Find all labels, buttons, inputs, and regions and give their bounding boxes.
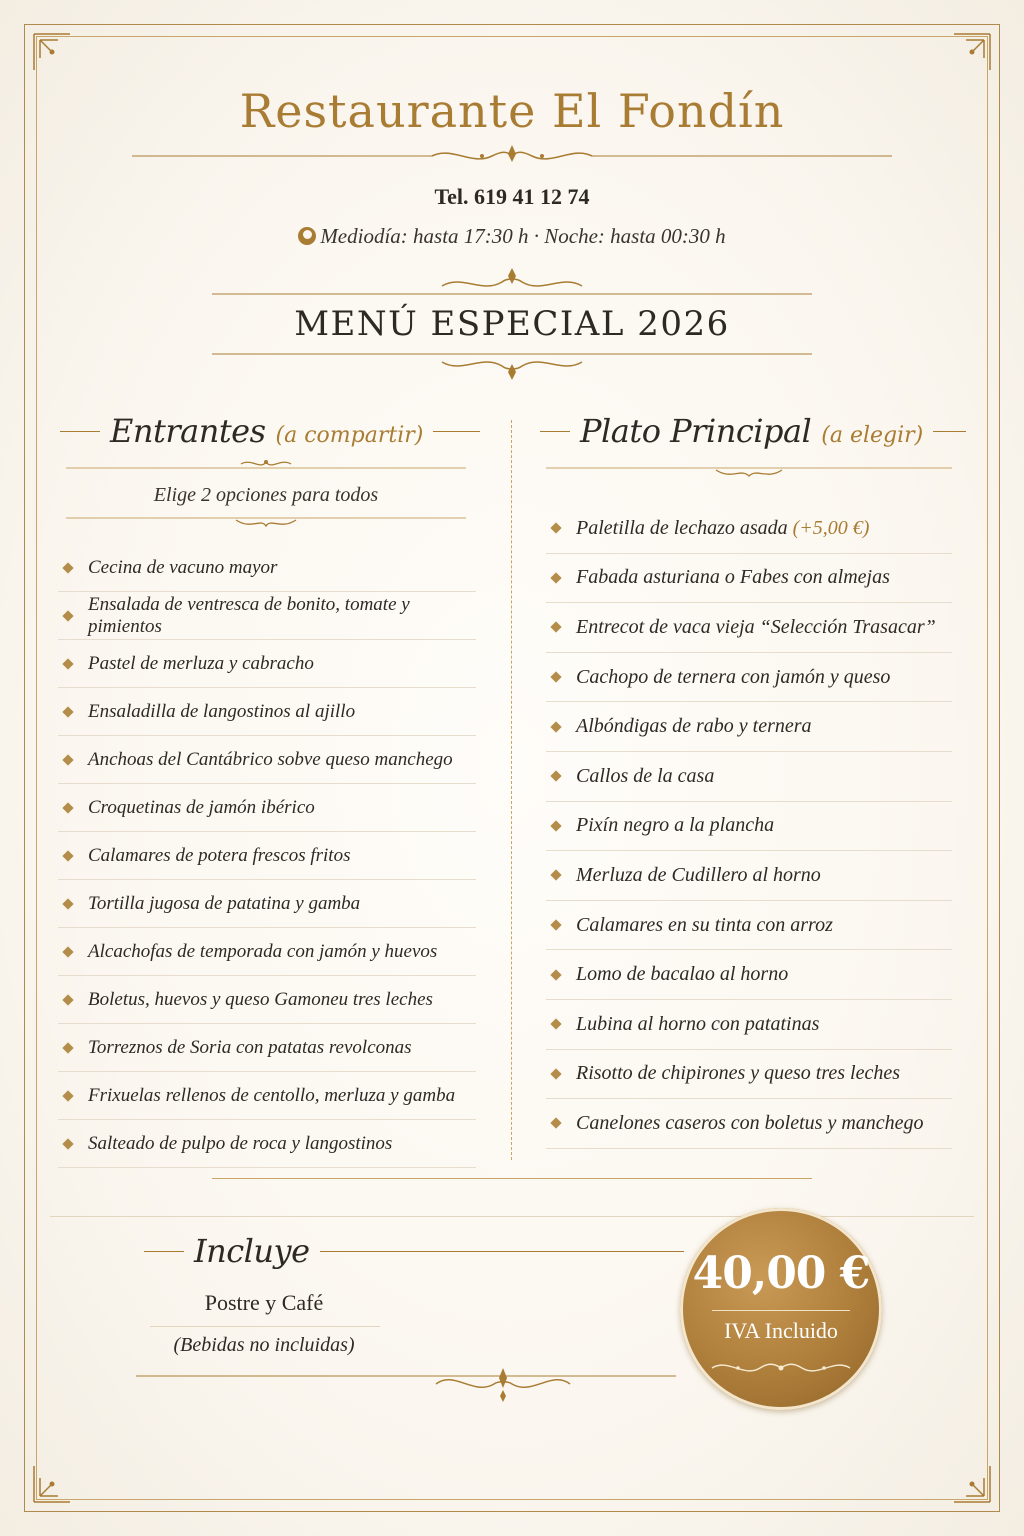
principal-name: Risotto de chipirones y queso tres leches: [576, 1062, 901, 1085]
incluye-note: (Bebidas no incluidas): [173, 1334, 355, 1356]
entrante-item: [58, 1120, 476, 1168]
header-rule: [60, 431, 100, 432]
principal-title: Plato Principal: [580, 412, 812, 450]
diamond-bullet-icon: [550, 1068, 561, 1079]
entrante-name: Alcachofas de temporada con jamón y huevos: [88, 940, 438, 962]
price-amount: 40,00 €: [692, 1248, 870, 1299]
header-rule: [933, 431, 966, 432]
entrante-name: Croquetinas de jamón ibérico: [88, 796, 315, 818]
header-rule: [433, 431, 480, 432]
diamond-bullet-icon: [550, 721, 561, 732]
diamond-bullet-icon: [62, 610, 73, 621]
principal-item: [546, 504, 952, 554]
entrantes-note-ornament: [66, 512, 466, 532]
entrante-item: [58, 880, 476, 928]
incluye-header: [144, 1232, 684, 1270]
principal-name: Entrecot de vaca vieja “Selección Trasacar”: [576, 615, 936, 638]
entrante-name: Tortilla jugosa de patatina y gamba: [88, 892, 361, 914]
corner-ornament-bottom-right: [944, 1456, 994, 1506]
diamond-bullet-icon: [62, 706, 73, 717]
price-supplement: (+5,00 €): [792, 516, 870, 539]
footer-separator: [50, 1216, 974, 1217]
principal-item: [546, 851, 952, 901]
diamond-bullet-icon: [550, 820, 561, 831]
entrante-item: [58, 1024, 476, 1072]
diamond-bullet-icon: [550, 870, 561, 881]
entrante-name: Calamares de potera frescos fritos: [88, 844, 351, 866]
diamond-bullet-icon: [550, 1019, 561, 1030]
diamond-bullet-icon: [550, 969, 561, 980]
diamond-bullet-icon: [62, 754, 73, 765]
entrante-name: Torreznos de Soria con patatas revolconas: [88, 1036, 412, 1058]
footer-ornament: [136, 1364, 676, 1404]
principal-name: Calamares en su tinta con arroz: [576, 913, 833, 936]
principal-item: [546, 653, 952, 703]
entrante-item: [58, 640, 476, 688]
diamond-bullet-icon: [550, 622, 561, 633]
diamond-bullet-icon: [62, 1138, 73, 1149]
incluye-title: Incluye: [194, 1232, 310, 1270]
entrantes-header: [60, 412, 480, 450]
entrantes-list: [58, 544, 476, 1168]
entrante-name: Frixuelas rellenos de centollo, merluza y gamba: [88, 1084, 456, 1106]
principal-item: [546, 1099, 952, 1149]
principal-header: [540, 412, 966, 450]
principal-name: Paletilla de lechazo asada: [576, 516, 788, 539]
phone-number: Tel. 619 41 12 74: [434, 184, 590, 209]
entrante-item: [58, 1072, 476, 1120]
entrante-name: Pastel de merluza y cabracho: [88, 652, 314, 674]
principal-name: Lubina al horno con patatinas: [576, 1012, 820, 1035]
header-rule: [320, 1251, 684, 1252]
price-tax-note: IVA Incluido: [724, 1318, 838, 1343]
principal-name: Canelones caseros con boletus y manchego: [576, 1111, 924, 1134]
principal-name: Merluza de Cudillero al horno: [576, 863, 821, 886]
diamond-bullet-icon: [550, 523, 561, 534]
entrante-item: [58, 688, 476, 736]
restaurant-name: Restaurante El Fondín: [239, 84, 785, 138]
principal-name: Callos de la casa: [576, 764, 715, 787]
principal-list: [546, 504, 952, 1149]
entrantes-subtitle: (a compartir): [275, 423, 424, 448]
principal-item: [546, 1000, 952, 1050]
entrante-name: Cecina de vacuno mayor: [88, 556, 278, 578]
entrante-name: Boletus, huevos y queso Gamoneu tres leches: [88, 988, 433, 1010]
principal-name: Pixín negro a la plancha: [576, 814, 775, 837]
entrante-name: Salteado de pulpo de roca y langostinos: [88, 1132, 393, 1154]
principal-ornament: [546, 462, 952, 482]
principal-name: Lomo de bacalao al horno: [576, 963, 789, 986]
diamond-bullet-icon: [62, 946, 73, 957]
entrante-item: [58, 928, 476, 976]
entrante-name: Ensaladilla de langostinos al ajillo: [88, 700, 356, 722]
entrante-name: Anchoas del Cantábrico sobve queso manchego: [88, 748, 453, 770]
corner-ornament-top-left: [30, 30, 80, 80]
principal-item: [546, 702, 952, 752]
entrante-item: [58, 784, 476, 832]
title-flourish-ornament: [0, 142, 1024, 172]
diamond-bullet-icon: [62, 562, 73, 573]
diamond-bullet-icon: [62, 658, 73, 669]
footer-separator: [212, 1178, 812, 1179]
corner-ornament-bottom-left: [30, 1456, 80, 1506]
diamond-bullet-icon: [550, 771, 561, 782]
diamond-bullet-icon: [62, 898, 73, 909]
entrante-item: [58, 544, 476, 592]
price-badge: [680, 1208, 882, 1410]
entrante-name: Ensalada de ventresca de bonito, tomate y pimientos: [88, 593, 410, 637]
header-rule: [144, 1251, 184, 1252]
diamond-bullet-icon: [62, 1090, 73, 1101]
opening-hours: [0, 224, 1024, 249]
diamond-bullet-icon: [550, 671, 561, 682]
entrante-item: [58, 736, 476, 784]
principal-subtitle: (a elegir): [821, 423, 924, 448]
principal-item: [546, 901, 952, 951]
principal-name: Cachopo de ternera con jamón y queso: [576, 665, 891, 688]
menu-title-top-ornament: [0, 266, 1024, 300]
hours-text: Mediodía: hasta 17:30 h · Noche: hasta 00:30 h: [320, 224, 726, 248]
entrante-item: [58, 976, 476, 1024]
entrantes-title: Entrantes: [110, 412, 266, 450]
principal-item: [546, 1050, 952, 1100]
principal-item: [546, 554, 952, 604]
price-separator: [712, 1310, 850, 1311]
principal-item: [546, 603, 952, 653]
incluye-content: Postre y Café: [204, 1290, 324, 1315]
menu-title: MENÚ ESPECIAL 2026: [294, 304, 730, 344]
diamond-bullet-icon: [62, 1042, 73, 1053]
diamond-bullet-icon: [62, 802, 73, 813]
principal-item: [546, 752, 952, 802]
diamond-bullet-icon: [550, 919, 561, 930]
principal-name: Fabada asturiana o Fabes con almejas: [576, 566, 890, 589]
entrantes-ornament: [66, 456, 466, 474]
principal-name: Albóndigas de rabo y ternera: [576, 715, 812, 738]
price-flourish-ornament: [708, 1356, 854, 1384]
header-rule: [540, 431, 570, 432]
diamond-bullet-icon: [62, 994, 73, 1005]
entrantes-note: Elige 2 opciones para todos: [153, 484, 379, 506]
entrante-item: [58, 592, 476, 640]
column-divider: [511, 420, 512, 1160]
principal-item: [546, 950, 952, 1000]
menu-title-bottom-ornament: [0, 348, 1024, 382]
diamond-bullet-icon: [550, 572, 561, 583]
principal-item: [546, 802, 952, 852]
entrante-item: [58, 832, 476, 880]
diamond-bullet-icon: [550, 1118, 561, 1129]
incluye-rule: [150, 1326, 380, 1327]
corner-ornament-top-right: [944, 30, 994, 80]
diamond-bullet-icon: [62, 850, 73, 861]
clock-icon: [298, 227, 316, 245]
